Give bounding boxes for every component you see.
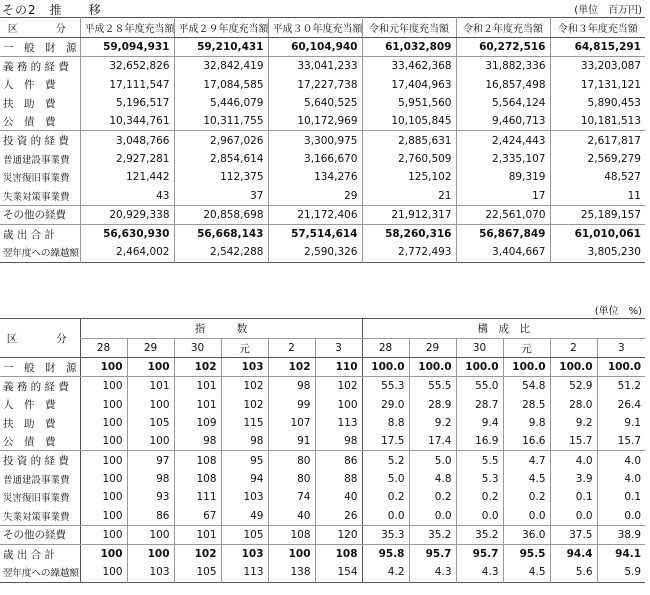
table1-row-label: 失業対策事業費 xyxy=(0,186,80,205)
table1-cell: 3,404,667 xyxy=(456,243,550,262)
table2-ratio-cell: 4.0 xyxy=(597,470,645,488)
table2-row-label: 投 資 的 経 費 xyxy=(3,455,69,468)
table2-index-cell: 86 xyxy=(315,451,362,470)
table2-ratio-cell: 0.1 xyxy=(550,488,597,506)
table2-row-label: 一 般 財 源 xyxy=(0,358,80,377)
table1-cell: 5,890,453 xyxy=(550,94,645,112)
table1-row xyxy=(0,76,645,94)
table2-row-label: 普通建設事業費 xyxy=(3,474,70,486)
table2-ratio-cell: 17.5 xyxy=(362,432,409,451)
table2-index-cell: 100 xyxy=(127,432,174,451)
table1-cell: 112,375 xyxy=(174,168,268,186)
table2-index-cell: 113 xyxy=(221,563,268,582)
table2-ratio-cell: 15.7 xyxy=(550,432,597,451)
table2-row xyxy=(0,377,645,396)
table2-ratio-cell: 5.3 xyxy=(456,470,503,488)
table2-ratio-cell: 100.0 xyxy=(409,358,456,377)
table2-year-header: 30 xyxy=(174,339,221,358)
table2-row xyxy=(0,488,645,506)
table2-ratio-cell: 55.0 xyxy=(456,377,503,396)
table1-cell: 17,227,738 xyxy=(268,76,362,94)
table2-ratio-cell: 9.2 xyxy=(550,414,597,432)
table2-ratio-cell: 4.5 xyxy=(503,470,550,488)
table2-ratio-cell: 35.2 xyxy=(456,525,503,544)
table2-row-label: 扶 助 費 xyxy=(3,417,56,430)
table1-cell: 60,104,940 xyxy=(268,38,362,57)
table2-index-cell: 80 xyxy=(268,451,315,470)
table1-cell: 2,760,509 xyxy=(362,150,456,168)
table1-cell: 10,181,513 xyxy=(550,112,645,131)
table2-ratio-cell: 0.0 xyxy=(597,506,645,525)
table2-index-cell: 67 xyxy=(174,506,221,525)
table1-column-header: 令和元年度充当額 xyxy=(362,18,456,38)
table2-year-header: 3 xyxy=(597,339,645,358)
table2-row-label: その他の経費 xyxy=(0,525,80,544)
table2-ratio-cell: 100.0 xyxy=(362,358,409,377)
table2-index-cell: 74 xyxy=(268,488,315,506)
table2-row xyxy=(0,358,645,377)
budget-amount-table xyxy=(0,17,645,263)
table2-ratio-cell: 94.4 xyxy=(550,544,597,563)
table2-ratio-cell: 28.0 xyxy=(550,396,597,414)
table2-ratio-cell: 95.7 xyxy=(409,544,456,563)
table2-ratio-cell: 5.0 xyxy=(362,470,409,488)
table2-index-cell: 103 xyxy=(221,358,268,377)
table2-ratio-cell: 4.7 xyxy=(503,451,550,470)
table1-cell: 17,084,585 xyxy=(174,76,268,94)
table1-cell: 58,260,316 xyxy=(362,224,456,243)
table2-index-cell: 107 xyxy=(268,414,315,432)
table1-row-label: 普通建設事業費 xyxy=(3,154,70,166)
table2-index-group-header: 指 数 xyxy=(80,319,362,339)
table1-cell: 17,404,963 xyxy=(362,76,456,94)
table2-index-cell: 98 xyxy=(315,432,362,451)
table1-cell: 2,854,614 xyxy=(174,150,268,168)
table1-cell: 37 xyxy=(174,186,268,205)
table2-index-cell: 100 xyxy=(268,544,315,563)
table2-index-cell: 93 xyxy=(127,488,174,506)
table1-cell: 48,527 xyxy=(550,168,645,186)
table1-row xyxy=(0,243,645,262)
table2-ratio-cell: 95.8 xyxy=(362,544,409,563)
table2-year-header: 2 xyxy=(550,339,597,358)
table2-index-cell: 103 xyxy=(221,544,268,563)
table1-cell: 5,446,079 xyxy=(174,94,268,112)
table2-ratio-cell: 54.8 xyxy=(503,377,550,396)
table2-index-cell: 115 xyxy=(221,414,268,432)
table2-ratio-cell: 9.2 xyxy=(409,414,456,432)
table1-row xyxy=(0,186,645,205)
table1-row-label: 歳 出 合 計 xyxy=(3,228,56,241)
table1-row-label: 義 務 的 経 費 xyxy=(3,60,69,73)
table1-cell: 10,311,755 xyxy=(174,112,268,131)
table2-index-cell: 98 xyxy=(127,470,174,488)
table2-ratio-cell: 17.4 xyxy=(409,432,456,451)
table2-index-cell: 49 xyxy=(221,506,268,525)
table2-index-cell: 91 xyxy=(268,432,315,451)
table2-index-cell: 101 xyxy=(174,525,221,544)
table2-ratio-cell: 5.5 xyxy=(456,451,503,470)
table1-row-label: その他の経費 xyxy=(0,205,80,224)
table2-ratio-cell: 0.2 xyxy=(503,488,550,506)
table2-ratio-group-header: 構 成 比 xyxy=(362,319,645,339)
table1-cell: 3,805,230 xyxy=(550,243,645,262)
table2-ratio-cell: 5.6 xyxy=(550,563,597,582)
table2-ratio-cell: 100.0 xyxy=(550,358,597,377)
table2-ratio-cell: 0.0 xyxy=(362,506,409,525)
table1-row-label: 扶 助 費 xyxy=(3,97,56,110)
table2-ratio-cell: 28.7 xyxy=(456,396,503,414)
table2-index-cell: 100 xyxy=(127,544,174,563)
table2-row-label: 災害復旧事業費 xyxy=(3,493,70,505)
table1-cell: 60,272,516 xyxy=(456,38,550,57)
table2-ratio-cell: 35.3 xyxy=(362,525,409,544)
table2-index-cell: 105 xyxy=(221,525,268,544)
table1-cell: 10,344,761 xyxy=(80,112,174,131)
table2-row-label: 公 債 費 xyxy=(0,432,80,451)
table1-cell: 2,617,817 xyxy=(550,131,645,150)
table2-row xyxy=(0,563,645,582)
table2-ratio-cell: 52.9 xyxy=(550,377,597,396)
table2-index-cell: 100 xyxy=(80,563,127,582)
table2-index-cell: 97 xyxy=(127,451,174,470)
table2-index-cell: 98 xyxy=(174,432,221,451)
table2-index-cell: 102 xyxy=(221,396,268,414)
table2-ratio-cell: 37.5 xyxy=(550,525,597,544)
table2-index-cell: 100 xyxy=(80,414,127,432)
table2-index-cell: 101 xyxy=(174,377,221,396)
table2-ratio-cell: 0.2 xyxy=(409,488,456,506)
table1-row-label: 翌年度への繰越額 xyxy=(3,248,80,260)
table1-row xyxy=(0,112,645,131)
table2-ratio-cell: 55.5 xyxy=(409,377,456,396)
table2-ratio-cell: 4.3 xyxy=(456,563,503,582)
table1-cell: 20,858,698 xyxy=(174,205,268,224)
unit-label-table2: (単位 %) xyxy=(594,306,642,317)
table2-index-cell: 100 xyxy=(80,506,127,525)
table1-cell: 125,102 xyxy=(362,168,456,186)
table2-index-cell: 102 xyxy=(315,377,362,396)
table2-row-label: 歳 出 合 計 xyxy=(3,548,56,561)
table2-year-header: 29 xyxy=(127,339,174,358)
table2-index-cell: 101 xyxy=(127,377,174,396)
table2-index-cell: 40 xyxy=(315,488,362,506)
table2-index-cell: 100 xyxy=(80,396,127,414)
table2-index-cell: 80 xyxy=(268,470,315,488)
table2-index-cell: 100 xyxy=(80,432,127,451)
table1-row xyxy=(0,150,645,168)
table1-cell: 20,929,338 xyxy=(80,205,174,224)
table1-column-header: 平成２８年度充当額 xyxy=(80,18,174,38)
table2-index-cell: 100 xyxy=(127,358,174,377)
table1-header-row xyxy=(0,18,645,38)
table1-cell: 11 xyxy=(550,186,645,205)
table1-cell: 33,203,087 xyxy=(550,57,645,76)
table2-index-cell: 98 xyxy=(268,377,315,396)
table1-cell: 121,442 xyxy=(80,168,174,186)
table2-corner-label: 区 分 xyxy=(0,319,80,358)
table2-year-header: 30 xyxy=(456,339,503,358)
table1-cell: 10,172,969 xyxy=(268,112,362,131)
table2-row-label: 人 件 費 xyxy=(3,399,56,412)
table1-cell: 5,564,124 xyxy=(456,94,550,112)
table2-ratio-cell: 4.0 xyxy=(597,451,645,470)
table2-year-header: 2 xyxy=(268,339,315,358)
table2-year-header: 29 xyxy=(409,339,456,358)
table1-cell: 2,569,279 xyxy=(550,150,645,168)
table1-cell: 16,857,498 xyxy=(456,76,550,94)
table1-row-label: 災害復旧事業費 xyxy=(3,173,70,185)
table2-ratio-cell: 16.6 xyxy=(503,432,550,451)
table2-index-cell: 86 xyxy=(127,506,174,525)
table2-ratio-cell: 28.9 xyxy=(409,396,456,414)
table2-ratio-cell: 0.2 xyxy=(362,488,409,506)
table2-row xyxy=(0,396,645,414)
table1-cell: 17,131,121 xyxy=(550,76,645,94)
table2-row-label: 義 務 的 経 費 xyxy=(3,380,69,393)
table2-year-header-row xyxy=(0,339,645,358)
table2-index-cell: 138 xyxy=(268,563,315,582)
table2-ratio-cell: 9.4 xyxy=(456,414,503,432)
table2-ratio-cell: 100.0 xyxy=(597,358,645,377)
table1-cell: 32,652,826 xyxy=(80,57,174,76)
table1-cell: 89,319 xyxy=(456,168,550,186)
table2-row xyxy=(0,470,645,488)
table2-index-cell: 108 xyxy=(315,544,362,563)
table2-row xyxy=(0,506,645,525)
table1-cell: 2,424,443 xyxy=(456,131,550,150)
table2-ratio-cell: 5.2 xyxy=(362,451,409,470)
table2-index-cell: 108 xyxy=(174,470,221,488)
table1-cell: 31,882,336 xyxy=(456,57,550,76)
table1-cell: 32,842,419 xyxy=(174,57,268,76)
table1-cell: 33,462,368 xyxy=(362,57,456,76)
table2-ratio-cell: 100.0 xyxy=(503,358,550,377)
table1-cell: 59,210,431 xyxy=(174,38,268,57)
table2-index-cell: 100 xyxy=(80,544,127,563)
table1-cell: 2,590,326 xyxy=(268,243,362,262)
table2-ratio-cell: 5.9 xyxy=(597,563,645,582)
table2-ratio-cell: 95.5 xyxy=(503,544,550,563)
table2-index-cell: 110 xyxy=(315,358,362,377)
table2-ratio-cell: 95.7 xyxy=(456,544,503,563)
table2-row-label: 翌年度への繰越額 xyxy=(3,568,80,580)
table1-cell: 29 xyxy=(268,186,362,205)
table1-row xyxy=(0,168,645,186)
table1-row xyxy=(0,94,645,112)
table1-cell: 22,561,070 xyxy=(456,205,550,224)
table2-index-cell: 102 xyxy=(174,544,221,563)
table1-row-label: 公 債 費 xyxy=(0,112,80,131)
table2-index-cell: 113 xyxy=(315,414,362,432)
table2-row-label: 失業対策事業費 xyxy=(0,506,80,525)
table1-column-header: 令和３年度充当額 xyxy=(550,18,645,38)
table2-ratio-cell: 26.4 xyxy=(597,396,645,414)
table1-cell: 25,189,157 xyxy=(550,205,645,224)
table1-cell: 2,542,288 xyxy=(174,243,268,262)
table2-index-cell: 102 xyxy=(221,377,268,396)
table2-group-header-row xyxy=(0,319,645,339)
table2-index-cell: 102 xyxy=(268,358,315,377)
table2-ratio-cell: 51.2 xyxy=(597,377,645,396)
table1-cell: 134,276 xyxy=(268,168,362,186)
table2-year-header: 元 xyxy=(503,339,550,358)
table2-index-cell: 105 xyxy=(127,414,174,432)
table2-ratio-cell: 4.5 xyxy=(503,563,550,582)
table1-cell: 2,967,026 xyxy=(174,131,268,150)
table1-cell: 2,335,107 xyxy=(456,150,550,168)
table1-cell: 56,668,143 xyxy=(174,224,268,243)
table2-row xyxy=(0,544,645,563)
table1-cell: 56,630,930 xyxy=(80,224,174,243)
table2-ratio-cell: 9.8 xyxy=(503,414,550,432)
table1-row-label: 人 件 費 xyxy=(3,79,56,92)
table2-ratio-cell: 9.1 xyxy=(597,414,645,432)
table2-ratio-cell: 0.0 xyxy=(409,506,456,525)
table2-index-cell: 111 xyxy=(174,488,221,506)
table1-row-label: 一 般 財 源 xyxy=(0,38,80,57)
table2-ratio-cell: 8.8 xyxy=(362,414,409,432)
table2-index-cell: 105 xyxy=(174,563,221,582)
table1-cell: 5,196,517 xyxy=(80,94,174,112)
table1-cell: 10,105,845 xyxy=(362,112,456,131)
table1-cell: 61,032,809 xyxy=(362,38,456,57)
table1-cell: 3,166,670 xyxy=(268,150,362,168)
table2-index-cell: 94 xyxy=(221,470,268,488)
table2-row xyxy=(0,414,645,432)
table1-cell: 9,460,713 xyxy=(456,112,550,131)
table1-cell: 5,640,525 xyxy=(268,94,362,112)
table2-ratio-cell: 36.0 xyxy=(503,525,550,544)
table1-cell: 43 xyxy=(80,186,174,205)
table1-column-header: 令和２年度充当額 xyxy=(456,18,550,38)
page-title: その2 推 移 xyxy=(2,3,102,17)
table1-cell: 17 xyxy=(456,186,550,205)
table2-ratio-cell: 3.9 xyxy=(550,470,597,488)
table2-row xyxy=(0,525,645,544)
table2-ratio-cell: 4.2 xyxy=(362,563,409,582)
table2-ratio-cell: 100.0 xyxy=(456,358,503,377)
table2-year-header: 28 xyxy=(80,339,127,358)
table1-cell: 2,927,281 xyxy=(80,150,174,168)
table1-row xyxy=(0,57,645,76)
table1-row xyxy=(0,224,645,243)
table1-cell: 21,172,406 xyxy=(268,205,362,224)
table2-index-cell: 40 xyxy=(268,506,315,525)
table1-cell: 3,300,975 xyxy=(268,131,362,150)
table2-ratio-cell: 29.0 xyxy=(362,396,409,414)
table1-cell: 2,885,631 xyxy=(362,131,456,150)
table2-index-cell: 108 xyxy=(268,525,315,544)
table1-row-label: 投 資 的 経 費 xyxy=(3,135,69,148)
table1-cell: 17,111,547 xyxy=(80,76,174,94)
table1-column-header: 平成３０年度充当額 xyxy=(268,18,362,38)
table2-index-cell: 120 xyxy=(315,525,362,544)
table2-ratio-cell: 38.9 xyxy=(597,525,645,544)
table2-ratio-cell: 15.7 xyxy=(597,432,645,451)
table1-cell: 56,867,849 xyxy=(456,224,550,243)
table2-ratio-cell: 4.8 xyxy=(409,470,456,488)
table1-row xyxy=(0,131,645,150)
table2-index-cell: 100 xyxy=(315,396,362,414)
table1-cell: 59,094,931 xyxy=(80,38,174,57)
table2-index-cell: 100 xyxy=(127,396,174,414)
table2-index-cell: 88 xyxy=(315,470,362,488)
table2-index-cell: 100 xyxy=(80,358,127,377)
table2-index-cell: 26 xyxy=(315,506,362,525)
table2-index-cell: 109 xyxy=(174,414,221,432)
table2-index-cell: 102 xyxy=(174,358,221,377)
table2-ratio-cell: 4.0 xyxy=(550,451,597,470)
table2-index-cell: 100 xyxy=(80,488,127,506)
table2-index-cell: 101 xyxy=(174,396,221,414)
table2-ratio-cell: 0.1 xyxy=(597,488,645,506)
table2-row xyxy=(0,432,645,451)
table2-index-cell: 95 xyxy=(221,451,268,470)
unit-label-table1: (単位 百万円) xyxy=(574,5,642,16)
table2-ratio-cell: 0.2 xyxy=(456,488,503,506)
table2-index-cell: 103 xyxy=(127,563,174,582)
table2-ratio-cell: 0.0 xyxy=(550,506,597,525)
table1-cell: 33,041,233 xyxy=(268,57,362,76)
table2-index-cell: 100 xyxy=(80,525,127,544)
table1-cell: 2,772,493 xyxy=(362,243,456,262)
table2-ratio-cell: 28.5 xyxy=(503,396,550,414)
table2-index-cell: 100 xyxy=(80,470,127,488)
table2-index-cell: 154 xyxy=(315,563,362,582)
table2-index-cell: 108 xyxy=(174,451,221,470)
table1-corner-label: 区 分 xyxy=(0,18,80,38)
table1-row xyxy=(0,38,645,57)
table2-index-cell: 100 xyxy=(80,451,127,470)
table2-ratio-cell: 94.1 xyxy=(597,544,645,563)
table2-index-cell: 103 xyxy=(221,488,268,506)
table1-cell: 64,815,291 xyxy=(550,38,645,57)
table1-cell: 57,514,614 xyxy=(268,224,362,243)
table2-ratio-cell: 35.2 xyxy=(409,525,456,544)
table2-row xyxy=(0,451,645,470)
table1-cell: 3,048,766 xyxy=(80,131,174,150)
table2-index-cell: 100 xyxy=(80,377,127,396)
table2-ratio-cell: 5.0 xyxy=(409,451,456,470)
table2-ratio-cell: 4.3 xyxy=(409,563,456,582)
table1-row xyxy=(0,205,645,224)
table1-cell: 61,010,061 xyxy=(550,224,645,243)
table2-ratio-cell: 16.9 xyxy=(456,432,503,451)
table2-ratio-cell: 0.0 xyxy=(503,506,550,525)
table1-cell: 5,951,560 xyxy=(362,94,456,112)
table1-cell: 21,912,317 xyxy=(362,205,456,224)
table2-year-header: 28 xyxy=(362,339,409,358)
table2-index-cell: 99 xyxy=(268,396,315,414)
table1-column-header: 平成２９年度充当額 xyxy=(174,18,268,38)
table2-index-cell: 100 xyxy=(127,525,174,544)
table2-ratio-cell: 55.3 xyxy=(362,377,409,396)
index-ratio-table xyxy=(0,318,645,583)
table2-index-cell: 98 xyxy=(221,432,268,451)
table1-cell: 21 xyxy=(362,186,456,205)
table2-ratio-cell: 0.0 xyxy=(456,506,503,525)
table2-year-header: 3 xyxy=(315,339,362,358)
table1-cell: 2,464,002 xyxy=(80,243,174,262)
table2-year-header: 元 xyxy=(221,339,268,358)
